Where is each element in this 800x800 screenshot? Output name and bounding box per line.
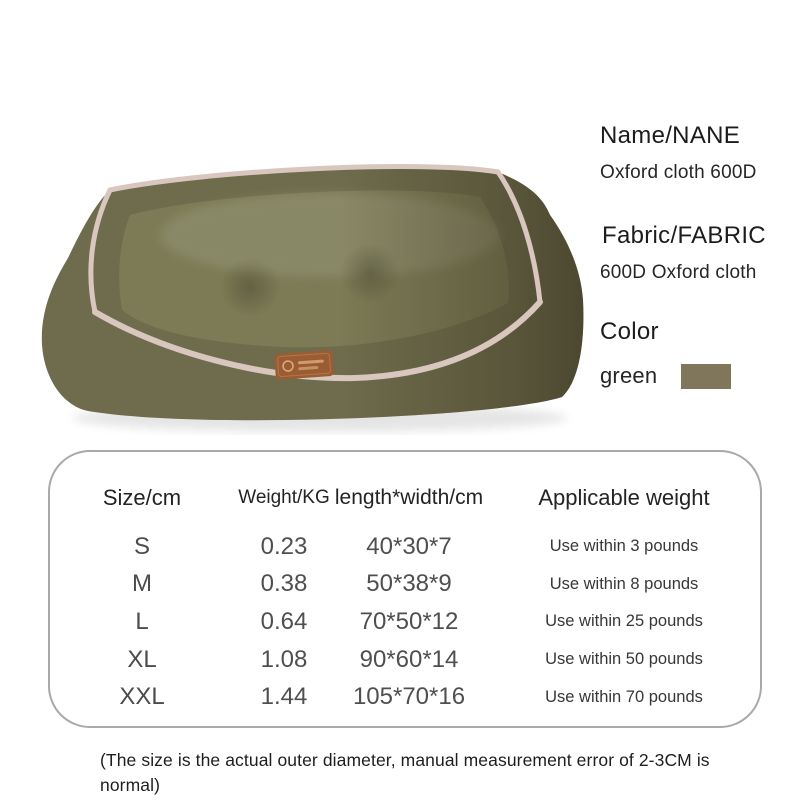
header-weight: Weight/KG — [238, 487, 330, 508]
header-applicable: Applicable weight — [538, 485, 710, 510]
logo-tag — [274, 350, 334, 380]
cell-applicable: Use within 50 pounds — [545, 650, 703, 669]
cell-dimensions: 70*50*12 — [359, 607, 459, 635]
name-value: Oxford cloth 600D — [600, 162, 757, 183]
name-label: Name/NANE — [600, 122, 741, 149]
color-value: green — [600, 363, 658, 388]
cell-applicable: Use within 70 pounds — [545, 687, 703, 706]
cell-weight: 0.23 — [260, 532, 308, 560]
table-row — [50, 641, 760, 679]
fabric-value: 600D Oxford cloth — [600, 262, 757, 283]
cell-weight: 0.64 — [260, 607, 308, 635]
color-swatch — [681, 364, 731, 389]
header-size: Size/cm — [102, 485, 182, 510]
cell-size: XXL — [119, 683, 165, 711]
cell-dimensions: 90*60*14 — [359, 645, 459, 673]
cell-dimensions: 40*30*7 — [366, 532, 452, 560]
cell-weight: 1.44 — [260, 683, 308, 711]
table-row — [50, 603, 760, 641]
table-row — [50, 678, 760, 716]
cell-dimensions: 105*70*16 — [352, 683, 466, 711]
pet-bed-illustration — [30, 135, 590, 445]
size-table-header-row — [50, 468, 760, 528]
cell-applicable: Use within 25 pounds — [545, 612, 703, 631]
product-photo — [30, 135, 590, 445]
color-label: Color — [600, 318, 659, 345]
measurement-footnote: (The size is the actual outer diameter, manual measurement error of 2-3CM is normal) — [100, 750, 710, 796]
cell-weight: 1.08 — [260, 645, 308, 673]
fabric-label: Fabric/FABRIC — [602, 222, 766, 249]
cell-size: S — [133, 532, 150, 560]
size-table-card — [48, 450, 762, 728]
cell-size: L — [135, 607, 149, 635]
header-dimensions: length*width/cm — [334, 486, 484, 509]
table-row — [50, 528, 760, 566]
cell-applicable: Use within 8 pounds — [549, 574, 699, 593]
color-value-row — [600, 363, 731, 389]
cell-size: XL — [127, 645, 157, 673]
cell-size: M — [132, 570, 152, 598]
table-row — [50, 566, 760, 604]
cell-weight: 0.38 — [260, 570, 308, 598]
bed-side-shading — [42, 167, 584, 421]
cell-applicable: Use within 3 pounds — [549, 537, 699, 556]
cell-dimensions: 50*38*9 — [366, 570, 452, 598]
